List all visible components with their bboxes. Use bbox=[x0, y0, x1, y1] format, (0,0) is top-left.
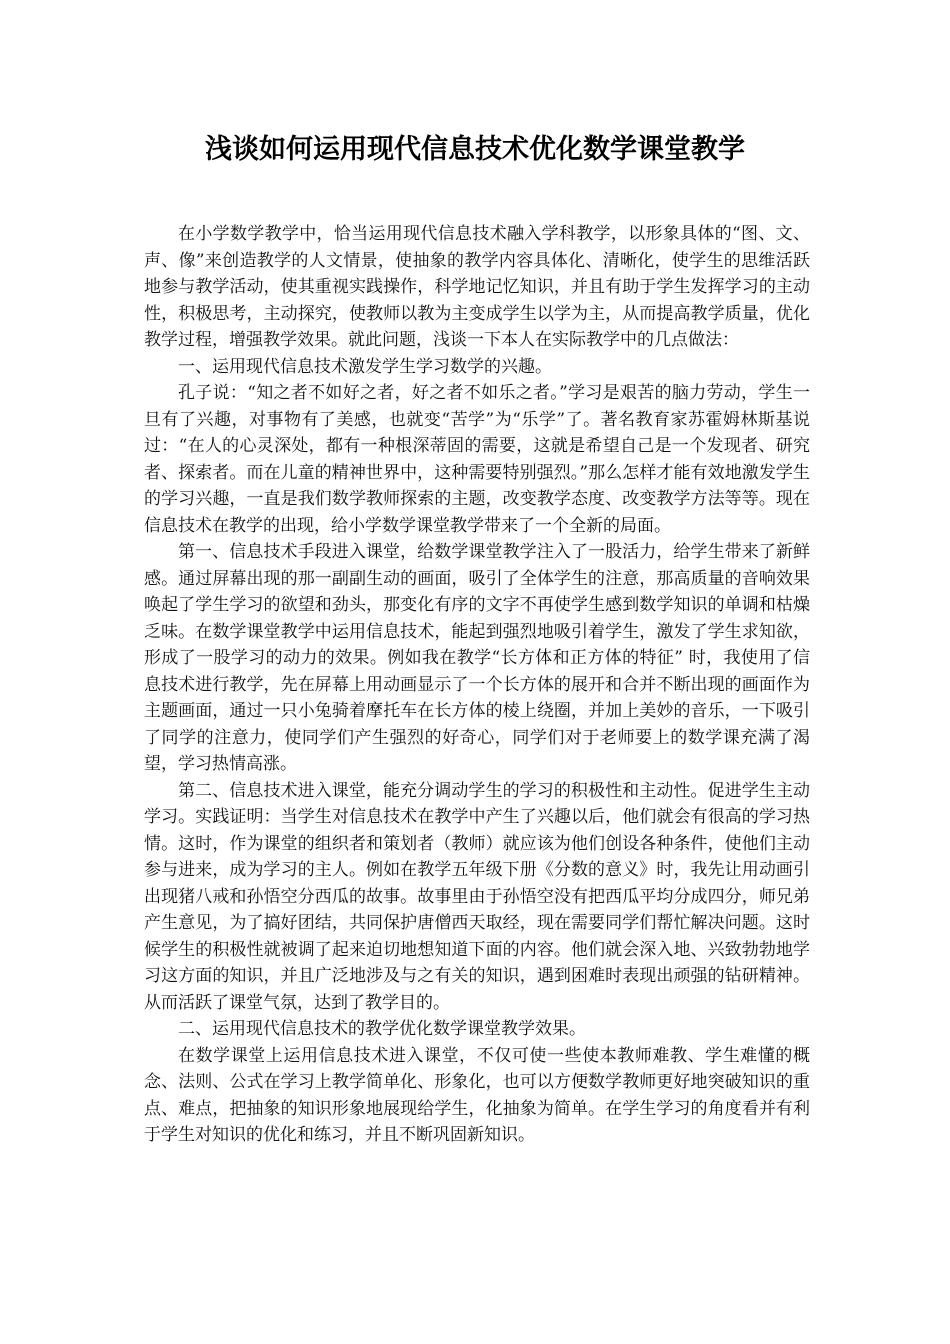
paragraph: 孔子说：“知之者不如好之者，好之者不如乐之者。”学习是艰苦的脑力劳动，学生一旦有了兴趣，对事物有了美感，也就变“苦学”为“乐学”了。著名教育家苏霍姆林斯基说过：“在人的心灵深处，都有一种根深蒂固的需要，这就是希望自己是一个发现者、研究者、探索者。而在儿童的精神世界中，这种需要特别强烈。”那么怎样才能有效地激发学生的学习兴趣，一直是我们数学教师探索的主题，改变教学态度、改变教学方法等等。现在信息技术在教学的出现，给小学数学课堂教学带来了一个全新的局面。 bbox=[144, 383, 810, 536]
section-heading-2: 二、运用现代信息技术的教学优化数学课堂教学效果。 bbox=[178, 1019, 586, 1039]
section-heading-1: 一、运用现代信息技术激发学生学习数学的兴趣。 bbox=[178, 356, 552, 377]
paragraph: 在数学课堂上运用信息技术进入课堂，不仅可使一些使本教师难教、学生难懂的概念、法则、公式在学习上教学简单化、形象化，也可以方便数学教师更好地突破知识的重点、难点，把抽象的知识形象地展现给学生，化抽象为简单。在学生学习的角度看并有利于学生对知识的优化和练习，并且不断巩固新知识。 bbox=[144, 1045, 810, 1145]
paragraph: 第二、信息技术进入课堂，能充分调动学生的学习的积极性和主动性。促进学生主动学习。实践证明：当学生对信息技术在教学中产生了兴趣以后，他们就会有很高的学习热情。这时，作为课堂的组织者和策划者（教师）就应该为他们创设各种条件，使他们主动参与进来，成为学习的主人。例如在教学五年级下册《分数的意义》时，我先让用动画引出现猪八戒和孙悟空分西瓜的故事。故事里由于孙悟空没有把西瓜平均分成四分，师兄弟产生意见，为了搞好团结，共同保护唐僧西天取经，现在需要同学们帮忙解决问题。这时候学生的积极性就被调了起来迫切地想知道下面的内容。他们就会深入地、兴致勃勃地学习这方面的知识，并且广泛地涉及与之有关的知识，遇到困难时表现出顽强的钻研精神。从而活跃了课堂气氛，达到了教学目的。 bbox=[144, 780, 810, 1013]
paragraph-intro: 在小学数学教学中，恰当运用现代信息技术融入学科教学，以形象具体的“图、文、声、像”来创造教学的人文情景，使抽象的教学内容具体化、清晰化，使学生的思维活跃地参与教学活动，使其重视实践操作，科学地记忆知识，并且有助于学生发挥学习的主动性，积极思考，主动探究，使教师以教为主变成学生以学为主，从而提高教学质量，优化教学过程，增强教学效果。就此问题，浅谈一下本人在实际教学中的几点做法： bbox=[144, 224, 810, 350]
paragraph: 第一、信息技术手段进入课堂，给数学课堂教学注入了一股活力，给学生带来了新鲜感。通过屏幕出现的那一副副生动的画面，吸引了全体学生的注意，那高质量的音响效果唤起了学生学习的欲望和劲头，那变化有序的文字不再使学生感到数学知识的单调和枯燥乏味。在数学课堂教学中运用信息技术，能起到强烈地吸引着学生，激发了学生求知欲，形成了一股学习的动力的效果。例如我在教学“长方体和正方体的特征” 时，我使用了信息技术进行教学，先在屏幕上用动画显示了一个长方体的展开和合并不断出现的画面作为主题画面，通过一只小兔骑着摩托车在长方体的棱上绕圈，并加上美妙的音乐，一下吸引了同学的注意力，使同学们产生强烈的好奇心，同学们对于老师要上的数学课充满了渴望，学习热情高涨。 bbox=[144, 542, 810, 774]
document-title: 浅谈如何运用现代信息技术优化数学课堂教学 bbox=[205, 134, 745, 165]
document-body bbox=[144, 221, 810, 1149]
